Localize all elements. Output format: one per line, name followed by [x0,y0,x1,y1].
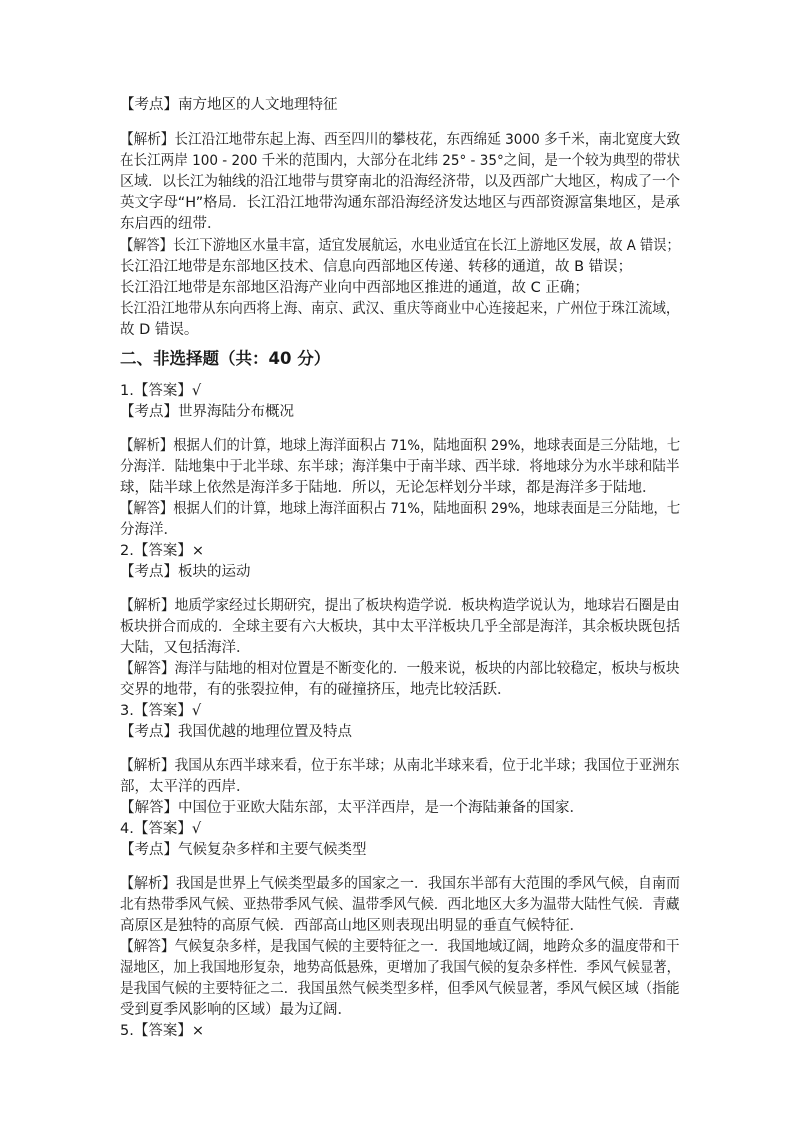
jiexi-line: 高原区是独特的高原气候．西部高山地区则表现出明显的垂直气候特征． [120,918,584,934]
jieda-line: 长江沿江地带从东向西将上海、南京、武汉、重庆等商业中心连接起来，广州位于珠江流域， [120,301,680,317]
jieda-line: 【解答】气候复杂多样，是我国气候的主要特征之一．我国地域辽阔，地跨众多的温度带和干 [120,939,680,955]
jieda-line: 【解答】中国位于亚欧大陆东部，太平洋西岸，是一个海陆兼备的国家． [120,800,584,816]
jieda-line: 受到夏季风影响的区域）最为辽阔． [120,1002,352,1018]
jieda-line: 【解答】根据人们的计算，地球上海洋面积占 71%，陆地面积 29%，地球表面是三分陆地，七 [120,501,681,517]
jieda-line: 【解答】海洋与陆地的相对位置是不断变化的．一般来说，板块的内部比较稳定，板块与板块 [120,661,680,677]
kaodian-line: 【考点】气候复杂多样和主要气候类型 [120,842,367,858]
jieda-line: 【解答】长江下游地区水量丰富，适宜发展航运，水电业适宜在长江上游地区发展，故 A 错误； [120,238,680,254]
jieda-line: 湿地区，加上我国地形复杂，地势高低悬殊，更增加了我国气候的复杂多样性．季风气候显著， [120,960,680,976]
answer-line: 4.【答案】√ [120,821,202,837]
jiexi-line: 【解析】地质学家经过长期研究，提出了板块构造学说．板块构造学说认为，地球岩石圈是由 [120,598,680,614]
jiexi-line: 区域．以长江为轴线的沿江地带与贯穿南北的沿海经济带，以及西部广大地区，构成了一个 [120,174,680,190]
kaodian-line: 【考点】世界海陆分布概况 [120,404,294,420]
section-heading: 二、非选择题（共：40 分） [120,349,331,368]
jiexi-line: 球，陆半球上依然是海洋多于陆地．所以，无论怎样划分半球，都是海洋多于陆地． [120,480,657,496]
answer-line: 3.【答案】√ [120,703,202,719]
answer-line: 1.【答案】√ [120,383,202,399]
jiexi-line: 英文字母“H”格局．长江沿江地带沟通东部沿海经济发达地区与西部资源富集地区，是承 [120,195,680,211]
kaodian-line: 【考点】板块的运动 [120,564,251,580]
jiexi-line: 分海洋．陆地集中于北半球、东半球；海洋集中于南半球、西半球．将地球分为水半球和陆半 [120,459,680,475]
answer-line: 5.【答案】× [120,1023,204,1039]
jieda-line: 长江沿江地带是东部地区技术、信息向西部地区传递、转移的通道，故 B 错误； [120,259,633,275]
jiexi-line: 【解析】根据人们的计算，地球上海洋面积占 71%，陆地面积 29%，地球表面是三分陆地，七 [120,438,681,454]
jieda-line: 交界的地带，有的张裂拉伸，有的碰撞挤压，地壳比较活跃． [120,682,512,698]
jiexi-line: 东启西的纽带． [120,216,222,232]
jiexi-line: 大陆，又包括海洋． [120,640,251,656]
jiexi-line: 【解析】我国是世界上气候类型最多的国家之一．我国东半部有大范围的季风气候，自南而 [120,876,680,892]
jieda-line: 故 D 错误。 [120,322,199,338]
kaodian-line: 【考点】我国优越的地理位置及特点 [120,724,352,740]
jieda-line: 分海洋． [120,522,178,538]
jiexi-line: 【解析】长江沿江地带东起上海、西至四川的攀枝花，东西绵延 3000 多千米，南北宽度大致 [120,132,681,148]
jiexi-line: 板块拼合而成的．全球主要有六大板块，其中太平洋板块几乎全部是海洋，其余板块既包括 [120,619,680,635]
jiexi-line: 在长江两岸 100 - 200 千米的范围内，大部分在北纬 25° - 35°之间，是一个较为典型的带状 [120,153,680,169]
jiexi-line: 北有热带季风气候、亚热带季风气候、温带季风气候．西北地区大多为温带大陆性气候．青藏 [120,897,680,913]
jiexi-line: 部，太平洋的西岸． [120,779,251,795]
jieda-line: 是我国气候的主要特征之二．我国虽然气候类型多样，但季风气候显著，季风气候区域（指能 [120,981,680,997]
jieda-line: 长江沿江地带是东部地区沿海产业向中西部地区推进的通道，故 C 正确； [120,280,589,296]
answer-line: 2.【答案】× [120,543,204,559]
kaodian-line: 【考点】南方地区的人文地理特征 [120,97,338,113]
jiexi-line: 【解析】我国从东西半球来看，位于东半球；从南北半球来看，位于北半球；我国位于亚洲东 [120,758,680,774]
